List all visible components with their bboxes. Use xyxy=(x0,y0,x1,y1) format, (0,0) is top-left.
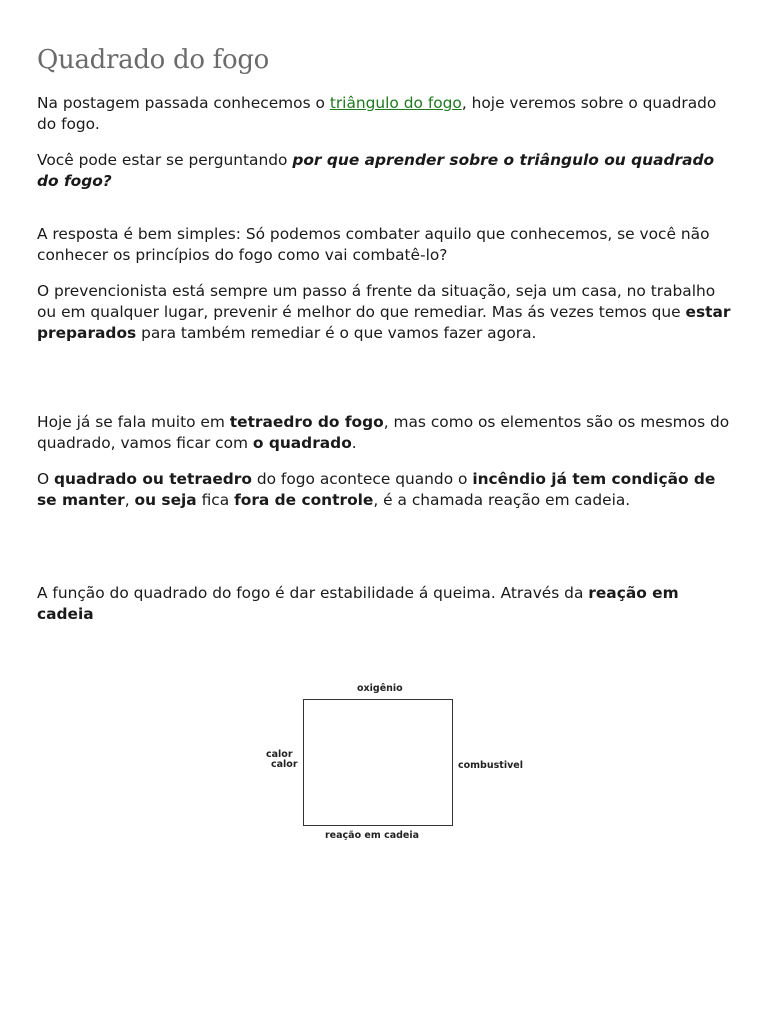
diagram-label-left-2: calor xyxy=(271,759,298,770)
paragraph-question: Você pode estar se perguntando por que aprender sobre o triângulo ou quadrado do fogo? xyxy=(37,151,715,190)
paragraph-tetraedro: Hoje já se fala muito em tetraedro do fogo, mas como os elementos são os mesmos do quadrado, vamos ficar com o quadrado. xyxy=(37,413,730,452)
diagram-label-left-1: calor xyxy=(266,749,293,760)
triangulo-do-fogo-link[interactable]: triângulo do fogo xyxy=(329,94,462,112)
paragraph-quadrado: O quadrado ou tetraedro do fogo acontece quando o incêndio já tem condição de se manter, ou seja fica fora de controle, é a chamada reação em cadeia. xyxy=(37,470,716,509)
diagram-label-right: combustivel xyxy=(458,760,523,771)
page-title: Quadrado do fogo xyxy=(37,45,270,75)
diagram-label-bottom: reação em cadeia xyxy=(325,830,420,841)
diagram-square xyxy=(303,699,453,826)
paragraph-intro: Na postagem passada conhecemos o triângulo do fogo, hoje veremos sobre o quadrado do fogo. xyxy=(37,94,717,133)
paragraph-prevencionista: O prevencionista está sempre um passo á frente da situação, seja um casa, no trabalho ou em qualquer lugar, prevenir é melhor do que remediar. Mas ás vezes temos que estar preparados para também remediar é o que vamos fazer agora. xyxy=(37,282,731,342)
diagram-label-top: oxigênio xyxy=(357,683,403,694)
paragraph-funcao: A função do quadrado do fogo é dar estabilidade á queima. Através da reação em cadeia xyxy=(37,584,679,623)
paragraph-answer: A resposta é bem simples: Só podemos combater aquilo que conhecemos, se você não conhecer os princípios do fogo como vai combatê-lo? xyxy=(37,225,710,264)
